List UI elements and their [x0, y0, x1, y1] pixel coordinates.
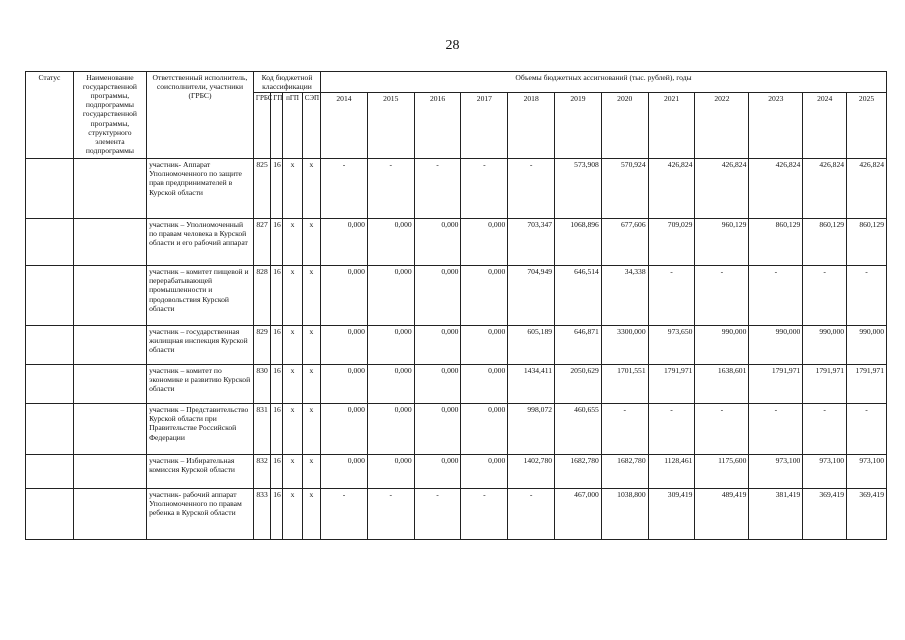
header-year: 2025 [847, 93, 887, 159]
executor-cell: участник – государственная жилищная инспекция Курской области [147, 326, 254, 365]
header-code-group: Код бюджетной классификации [253, 72, 320, 93]
table-row [26, 159, 887, 219]
table-row [26, 365, 887, 404]
value-cell: 1701,551 [601, 365, 648, 404]
name-cell [73, 404, 146, 455]
code-pgp-cell: х [283, 159, 302, 219]
value-cell: 646,514 [555, 266, 602, 326]
code-pgp-cell: х [283, 266, 302, 326]
value-cell: - [648, 404, 695, 455]
value-cell: 0,000 [367, 326, 414, 365]
page-number: 28 [445, 38, 460, 53]
value-cell: 0,000 [321, 365, 368, 404]
code-pgp-cell: х [283, 219, 302, 266]
header-code-grbs: ГРБС [253, 93, 270, 159]
value-cell: 426,824 [695, 159, 749, 219]
status-cell [26, 455, 74, 489]
header-year: 2020 [601, 93, 648, 159]
code-pgp-cell: х [283, 455, 302, 489]
value-cell: 0,000 [461, 326, 508, 365]
code-sep-cell: х [302, 266, 320, 326]
budget-table [25, 71, 887, 540]
value-cell: 990,000 [749, 326, 803, 365]
code-sep-cell: х [302, 326, 320, 365]
value-cell: 1638,601 [695, 365, 749, 404]
header-year: 2018 [508, 93, 555, 159]
value-cell: 1434,411 [508, 365, 555, 404]
code-grbs-cell: 829 [253, 326, 270, 365]
value-cell: 0,000 [461, 455, 508, 489]
value-cell: 677,606 [601, 219, 648, 266]
code-grbs-cell: 825 [253, 159, 270, 219]
value-cell: 426,824 [648, 159, 695, 219]
value-cell: 489,419 [695, 489, 749, 540]
value-cell: 0,000 [461, 219, 508, 266]
name-cell [73, 266, 146, 326]
value-cell: - [367, 159, 414, 219]
header-code-sep: СЭП [302, 93, 320, 159]
value-cell: 460,655 [555, 404, 602, 455]
value-cell: 605,189 [508, 326, 555, 365]
value-cell: - [847, 266, 887, 326]
value-cell: 960,129 [695, 219, 749, 266]
value-cell: - [321, 159, 368, 219]
executor-cell: участник – комитет по экономике и развитию Курской области [147, 365, 254, 404]
value-cell: 973,100 [803, 455, 847, 489]
code-gp-cell: 16 [271, 455, 283, 489]
name-cell [73, 489, 146, 540]
value-cell: - [803, 266, 847, 326]
status-cell [26, 489, 74, 540]
table-row [26, 455, 887, 489]
code-gp-cell: 16 [271, 266, 283, 326]
value-cell: - [695, 404, 749, 455]
value-cell: - [414, 159, 461, 219]
value-cell: 34,338 [601, 266, 648, 326]
value-cell: - [601, 404, 648, 455]
value-cell: 0,000 [367, 365, 414, 404]
value-cell: 1791,971 [803, 365, 847, 404]
value-cell: 1682,780 [601, 455, 648, 489]
code-grbs-cell: 831 [253, 404, 270, 455]
value-cell: - [695, 266, 749, 326]
value-cell: 990,000 [695, 326, 749, 365]
value-cell: 860,129 [803, 219, 847, 266]
value-cell: 0,000 [461, 266, 508, 326]
value-cell: 973,650 [648, 326, 695, 365]
value-cell: 426,824 [803, 159, 847, 219]
value-cell: 990,000 [803, 326, 847, 365]
value-cell: 0,000 [321, 219, 368, 266]
value-cell: 0,000 [414, 404, 461, 455]
value-cell: 381,419 [749, 489, 803, 540]
code-gp-cell: 16 [271, 326, 283, 365]
code-sep-cell: х [302, 489, 320, 540]
code-gp-cell: 16 [271, 219, 283, 266]
value-cell: 0,000 [321, 266, 368, 326]
code-sep-cell: х [302, 219, 320, 266]
header-volumes: Объемы бюджетных ассигнований (тыс. рублей), годы [321, 72, 887, 93]
value-cell: 0,000 [321, 455, 368, 489]
code-pgp-cell: х [283, 365, 302, 404]
value-cell: 1128,461 [648, 455, 695, 489]
value-cell: 0,000 [461, 365, 508, 404]
value-cell: - [847, 404, 887, 455]
executor-cell: участник – комитет пищевой и перерабатывающей промышленности и продовольствия Курской области [147, 266, 254, 326]
value-cell: - [321, 489, 368, 540]
value-cell: - [749, 266, 803, 326]
value-cell: - [508, 159, 555, 219]
value-cell: 0,000 [414, 455, 461, 489]
value-cell: 1791,971 [648, 365, 695, 404]
status-cell [26, 159, 74, 219]
code-pgp-cell: х [283, 489, 302, 540]
value-cell: 0,000 [461, 404, 508, 455]
name-cell [73, 326, 146, 365]
header-year: 2016 [414, 93, 461, 159]
value-cell: - [508, 489, 555, 540]
header-year: 2021 [648, 93, 695, 159]
value-cell: 998,072 [508, 404, 555, 455]
code-sep-cell: х [302, 365, 320, 404]
header-year: 2019 [555, 93, 602, 159]
executor-cell: участник – Уполномоченный по правам человека в Курской области и его рабочий аппарат [147, 219, 254, 266]
header-year: 2022 [695, 93, 749, 159]
value-cell: 3300,000 [601, 326, 648, 365]
header-year: 2017 [461, 93, 508, 159]
code-grbs-cell: 827 [253, 219, 270, 266]
value-cell: 1791,971 [847, 365, 887, 404]
code-grbs-cell: 832 [253, 455, 270, 489]
value-cell: 0,000 [321, 326, 368, 365]
value-cell: 0,000 [367, 266, 414, 326]
value-cell: 309,419 [648, 489, 695, 540]
code-sep-cell: х [302, 404, 320, 455]
value-cell: 709,029 [648, 219, 695, 266]
status-cell [26, 365, 74, 404]
value-cell: 369,419 [803, 489, 847, 540]
code-gp-cell: 16 [271, 159, 283, 219]
value-cell: 990,000 [847, 326, 887, 365]
value-cell: 0,000 [414, 266, 461, 326]
status-cell [26, 266, 74, 326]
value-cell: 860,129 [847, 219, 887, 266]
code-pgp-cell: х [283, 404, 302, 455]
table-row [26, 404, 887, 455]
code-grbs-cell: 830 [253, 365, 270, 404]
value-cell: 1682,780 [555, 455, 602, 489]
header-year: 2014 [321, 93, 368, 159]
status-cell [26, 219, 74, 266]
header-code-gp: ГП [271, 93, 283, 159]
value-cell: - [367, 489, 414, 540]
value-cell: 646,871 [555, 326, 602, 365]
value-cell: 570,924 [601, 159, 648, 219]
value-cell: 0,000 [414, 219, 461, 266]
executor-cell: участник – Представительство Курской области при Правительстве Российской Федерации [147, 404, 254, 455]
value-cell: 0,000 [414, 365, 461, 404]
header-code-pgp: пГП [283, 93, 302, 159]
value-cell: 369,419 [847, 489, 887, 540]
code-pgp-cell: х [283, 326, 302, 365]
code-gp-cell: 16 [271, 365, 283, 404]
header-year: 2015 [367, 93, 414, 159]
name-cell [73, 455, 146, 489]
value-cell: 1038,800 [601, 489, 648, 540]
value-cell: 1068,896 [555, 219, 602, 266]
status-cell [26, 326, 74, 365]
value-cell: 973,100 [749, 455, 803, 489]
name-cell [73, 159, 146, 219]
value-cell: 573,908 [555, 159, 602, 219]
header-year: 2023 [749, 93, 803, 159]
value-cell: 426,824 [847, 159, 887, 219]
value-cell: - [803, 404, 847, 455]
name-cell [73, 219, 146, 266]
table-row [26, 219, 887, 266]
code-grbs-cell: 828 [253, 266, 270, 326]
code-gp-cell: 16 [271, 489, 283, 540]
value-cell: 703,347 [508, 219, 555, 266]
value-cell: 0,000 [414, 326, 461, 365]
value-cell: 0,000 [367, 404, 414, 455]
value-cell: 2050,629 [555, 365, 602, 404]
header-year: 2024 [803, 93, 847, 159]
value-cell: - [461, 159, 508, 219]
executor-cell: участник – Избирательная комиссия Курской области [147, 455, 254, 489]
value-cell: - [749, 404, 803, 455]
value-cell: 1175,600 [695, 455, 749, 489]
table-row [26, 489, 887, 540]
value-cell: 0,000 [321, 404, 368, 455]
value-cell: 1402,780 [508, 455, 555, 489]
header-executor: Ответственный исполнитель, соисполнители, участники (ГРБС) [147, 72, 254, 159]
value-cell: 1791,971 [749, 365, 803, 404]
table-row [26, 266, 887, 326]
value-cell: 973,100 [847, 455, 887, 489]
header-name: Наименование государственной программы, подпрограммы государственной программы, структурного элемента подпрограммы [73, 72, 146, 159]
value-cell: - [648, 266, 695, 326]
status-cell [26, 404, 74, 455]
code-sep-cell: х [302, 159, 320, 219]
value-cell: 704,949 [508, 266, 555, 326]
executor-cell: участник- Аппарат Уполномоченного по защите прав предпринимателей в Курской области [147, 159, 254, 219]
value-cell: 467,000 [555, 489, 602, 540]
header-status: Статус [26, 72, 74, 159]
executor-cell: участник- рабочий аппарат Уполномоченного по правам ребенка в Курской области [147, 489, 254, 540]
name-cell [73, 365, 146, 404]
value-cell: 0,000 [367, 219, 414, 266]
value-cell: 0,000 [367, 455, 414, 489]
code-gp-cell: 16 [271, 404, 283, 455]
value-cell: 426,824 [749, 159, 803, 219]
value-cell: 860,129 [749, 219, 803, 266]
value-cell: - [414, 489, 461, 540]
table-row [26, 326, 887, 365]
code-grbs-cell: 833 [253, 489, 270, 540]
value-cell: - [461, 489, 508, 540]
code-sep-cell: х [302, 455, 320, 489]
